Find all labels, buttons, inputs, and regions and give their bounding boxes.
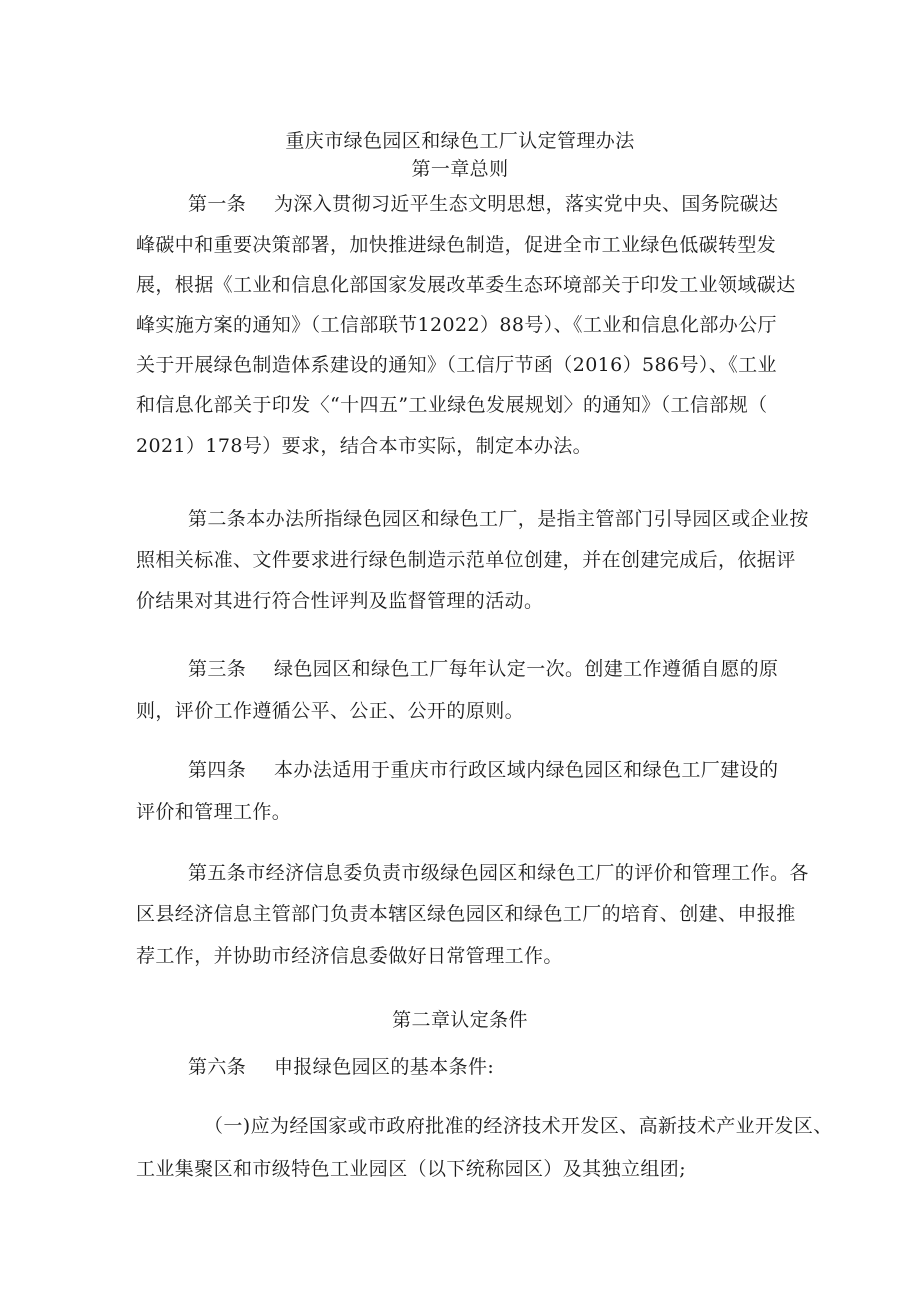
chapter-2-heading: 第二章认定条件 [392, 1009, 528, 1031]
article-1-line-3: 展，根据《工业和信息化部国家发展改革委生态环境部关于印发工业领域碳达 [136, 274, 796, 296]
article-1-line-6: 和信息化部关于印发〈“十四五”工业绿色发展规划〉的通知》（工信部规（ [136, 394, 768, 416]
article-1-text: 为深入贯彻习近平生态文明思想，落实党中央、国务院碳达 [274, 193, 779, 215]
article-2-line-2: 照相关标准、文件要求进行绿色制造示范单位创建，并在创建完成后，依据评 [136, 549, 796, 571]
article-6-line-1 [188, 1055, 848, 1079]
article-5-line-2: 区县经济信息主管部门负责本辖区绿色园区和绿色工厂的培育、创建、申报推 [136, 903, 796, 925]
article-1-label: 第一条 [188, 193, 247, 215]
article-1-line-7: 2021）178号）要求，结合本市实际，制定本办法。 [136, 435, 593, 457]
article-6-label: 第六条 [188, 1056, 247, 1078]
article-3-line-1 [188, 657, 848, 681]
item-1-line-1: （一)应为经国家或市政府批准的经济技术开发区、高新技术产业开发区、 [204, 1115, 833, 1137]
article-3-line-2: 则，评价工作遵循公平、公正、公开的原则。 [136, 700, 525, 722]
article-1-line-2: 峰碳中和重要决策部署，加快推进绿色制造，促进全市工业绿色低碳转型发 [136, 234, 777, 256]
chapter-1-heading: 第一章总则 [411, 158, 509, 180]
article-5-line-3: 荐工作，并协助市经济信息委做好日常管理工作。 [136, 945, 563, 967]
article-4-line-2: 评价和管理工作。 [136, 801, 292, 823]
article-2-line-3: 价结果对其进行符合性评判及监督管理的活动。 [136, 590, 544, 612]
article-4-text: 本办法适用于重庆市行政区域内绿色园区和绿色工厂建设的 [274, 759, 779, 781]
article-6-text: 申报绿色园区的基本条件: [274, 1056, 495, 1078]
article-5-line-1: 第五条市经济信息委负责市级绿色园区和绿色工厂的评价和管理工作。各 [188, 862, 809, 884]
article-1-line-4: 峰实施方案的通知》（工信部联节12022）88号）、《工业和信息化部办公厅 [136, 314, 777, 336]
article-3-label: 第三条 [188, 658, 247, 680]
article-1-line-5: 关于开展绿色制造体系建设的通知》（工信厅节函（2016）586号）、《工业 [136, 354, 777, 376]
item-1-line-2: 工业集聚区和市级特色工业园区（以下统称园区）及其独立组团; [136, 1158, 687, 1180]
article-3-text: 绿色园区和绿色工厂每年认定一次。创建工作遵循自愿的原 [274, 658, 779, 680]
article-1-line-1 [188, 192, 848, 216]
article-4-label: 第四条 [188, 759, 247, 781]
article-4-line-1 [188, 758, 848, 782]
article-2-line-1: 第二条本办法所指绿色园区和绿色工厂，是指主管部门引导园区或企业按 [188, 508, 809, 530]
document-title: 重庆市绿色园区和绿色工厂认定管理办法 [285, 130, 635, 152]
